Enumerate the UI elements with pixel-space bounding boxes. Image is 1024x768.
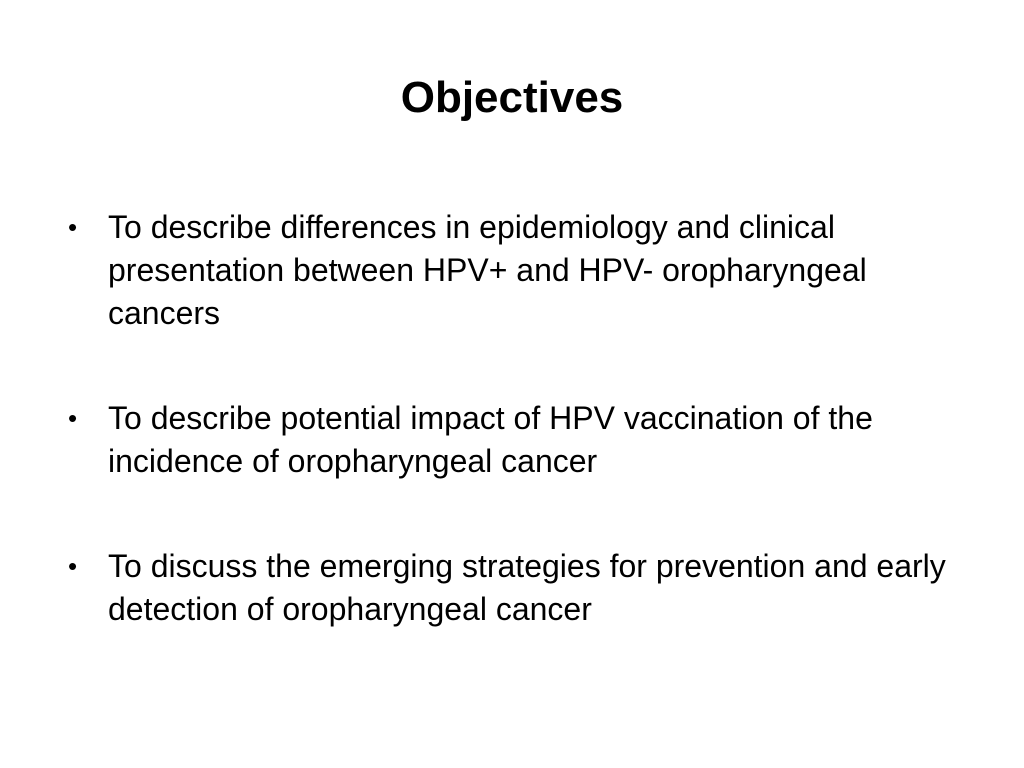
- bullet-item: [66, 206, 966, 335]
- bullet-list: [66, 206, 966, 693]
- bullet-text: To discuss the emerging strategies for prevention and early detection of oropharyngeal cancer: [108, 548, 946, 627]
- slide-title: Objectives: [400, 73, 624, 122]
- bullet-icon: •: [68, 212, 78, 242]
- bullet-text: To describe differences in epidemiology and clinical presentation between HPV+ and HPV- oropharyngeal cancers: [108, 209, 867, 331]
- bullet-icon: •: [68, 403, 78, 433]
- bullet-item: [66, 397, 966, 483]
- bullet-icon: •: [68, 551, 78, 581]
- bullet-text: To describe potential impact of HPV vaccination of the incidence of oropharyngeal cancer: [108, 400, 873, 479]
- bullet-item: [66, 545, 966, 631]
